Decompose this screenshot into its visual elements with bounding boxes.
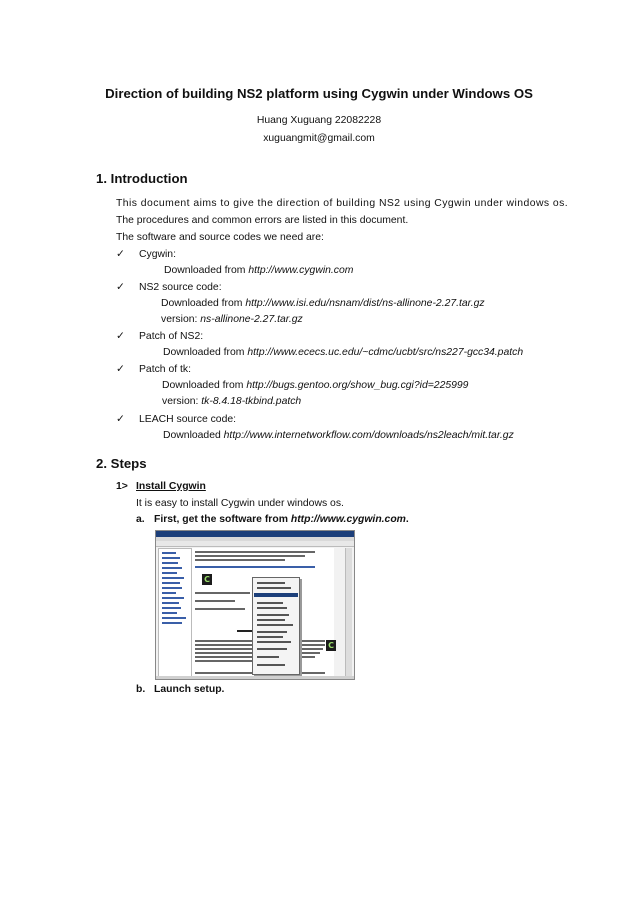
item-leach-name: LEACH source code: <box>139 414 237 425</box>
intro-paragraph-1: This document aims to give the direction of building NS2 using Cygwin under windows os. <box>116 198 569 209</box>
check-icon: ✓ <box>116 330 125 342</box>
substep-a-text: First, get the software from http://www.cygwin.com. <box>154 514 409 525</box>
item-leach-download: Downloaded http://www.internetworkflow.com/downloads/ns2leach/mit.tar.gz <box>163 430 514 441</box>
author-email: xuguangmit@gmail.com <box>263 133 375 144</box>
check-icon: ✓ <box>116 413 125 425</box>
check-icon: ✓ <box>116 281 125 293</box>
item-ns2-download: Downloaded from http://www.isi.edu/nsnam/dist/ns-allinone-2.27.tar.gz <box>161 298 485 309</box>
cygwin-link[interactable]: http://www.cygwin.com <box>248 265 354 276</box>
cygwin-logo-icon: C <box>202 574 212 585</box>
intro-paragraph-3: The software and source codes we need are: <box>116 232 324 243</box>
substep-b-label: b. <box>136 684 146 695</box>
intro-paragraph-2: The procedures and common errors are listed in this document. <box>116 215 409 226</box>
ns2-link[interactable]: http://www.isi.edu/nsnam/dist/ns-allinone-2.27.tar.gz <box>245 298 485 309</box>
cygwin-website-screenshot <box>155 530 355 680</box>
item-cygwin-name: Cygwin: <box>139 249 176 260</box>
section-heading-steps: 2. Steps <box>96 456 147 471</box>
leach-link[interactable]: http://www.internetworkflow.com/downloads/ns2leach/mit.tar.gz <box>223 430 514 441</box>
substep-a-link[interactable]: http://www.cygwin.com <box>290 514 406 525</box>
item-tk-patch-download: Downloaded from http://bugs.gentoo.org/show_bug.cgi?id=225999 <box>162 380 469 391</box>
item-ns2-patch-name: Patch of NS2: <box>139 331 204 342</box>
ns2-patch-link[interactable]: http://www.ececs.uc.edu/~cdmc/ucbt/src/ns227-gcc34.patch <box>247 347 524 358</box>
cygwin-logo-icon: C <box>326 640 336 651</box>
check-icon: ✓ <box>116 363 125 375</box>
item-tk-patch-version: version: tk-8.4.18-tkbind.patch <box>162 396 302 407</box>
section-heading-introduction: 1. Introduction <box>96 171 188 186</box>
substep-b-text: Launch setup. <box>154 684 225 695</box>
tk-patch-link[interactable]: http://bugs.gentoo.org/show_bug.cgi?id=225999 <box>246 380 469 391</box>
step-1-text: It is easy to install Cygwin under windows os. <box>136 498 344 509</box>
check-icon: ✓ <box>116 248 125 260</box>
item-ns2-patch-download: Downloaded from http://www.ececs.uc.edu/~cdmc/ucbt/src/ns227-gcc34.patch <box>163 347 524 358</box>
item-ns2-version: version: ns-allinone-2.27.tar.gz <box>161 314 303 325</box>
author-name: Huang Xuguang 22082228 <box>256 115 382 126</box>
item-ns2-name: NS2 source code: <box>139 282 222 293</box>
step-1-number: 1> <box>116 481 128 492</box>
substep-a-label: a. <box>136 514 145 525</box>
document-title: Direction of building NS2 platform using Cygwin under Windows OS <box>105 86 533 101</box>
step-1-title: Install Cygwin <box>136 481 206 492</box>
item-cygwin-download: Downloaded from http://www.cygwin.com <box>164 265 354 276</box>
item-tk-patch-name: Patch of tk: <box>139 364 191 375</box>
